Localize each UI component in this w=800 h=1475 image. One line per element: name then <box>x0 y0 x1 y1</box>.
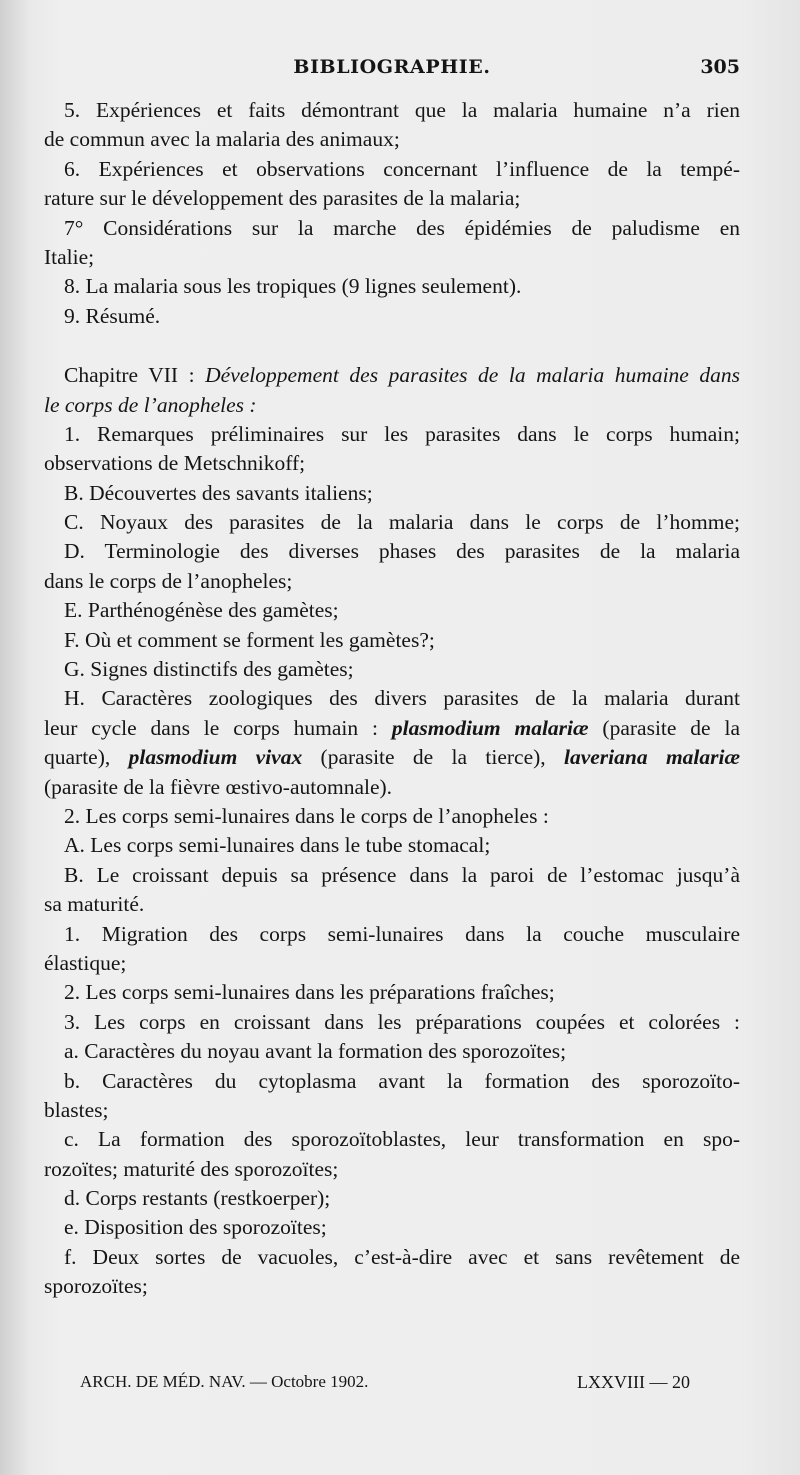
text-line: E. Parthénogénèse des gamètes; <box>64 598 339 623</box>
running-title: BIBLIOGRAPHIE. <box>293 56 491 78</box>
text-line: élastique; <box>44 950 127 975</box>
signature-mark: LXXVIII — 20 <box>577 1372 690 1392</box>
chapter-title: Développement des parasites de la malaria humaine dans <box>205 363 740 388</box>
text-line: 6. Expériences et observations concernant l’influence de la tempé- <box>64 156 740 181</box>
text-line: a. Caractères du noyau avant la formation des sporozoïtes; <box>64 1039 567 1064</box>
text-line-mixed <box>44 714 740 743</box>
text-line: 8. La malaria sous les tropiques (9 lignes seulement). <box>64 274 522 299</box>
page-number: 305 <box>700 56 740 78</box>
text-line: 1. Migration des corps semi-lunaires dans la couche musculaire <box>64 921 740 946</box>
text-line: observations de Metschnikoff; <box>44 451 306 476</box>
chapter-title-end: le corps de l’anopheles : <box>44 392 257 417</box>
text-line: rature sur le développement des parasites de la malaria; <box>44 186 521 211</box>
text-line: D. Terminologie des diverses phases des parasites de la malaria <box>64 539 740 564</box>
text-line: 2. Les corps semi-lunaires dans le corps de l’anopheles : <box>64 803 549 828</box>
text-line: 3. Les corps en croissant dans les préparations coupées et colorées : <box>64 1009 740 1034</box>
text-line: sa maturité. <box>44 892 145 917</box>
text-line: 5. Expériences et faits démontrant que la malaria humaine n’a rien <box>64 98 740 122</box>
text-line: sporozoïtes; <box>44 1274 148 1299</box>
chapter-heading <box>44 361 740 390</box>
text-line: f. Deux sortes de vacuoles, c’est-à-dire avec et sans revêtement de <box>64 1244 740 1269</box>
text-line-mixed <box>44 743 740 772</box>
text-line: d. Corps restants (restkoerper); <box>64 1186 331 1211</box>
text-line: F. Où et comment se forment les gamètes?; <box>64 627 435 652</box>
text-line: 7° Considérations sur la marche des épidémies de paludisme en <box>64 215 740 240</box>
chapter-heading-continued <box>44 391 740 420</box>
species-name: laveriana malariæ <box>564 745 740 770</box>
text-line: H. Caractères zoologiques des divers parasites de la malaria durant <box>64 686 740 711</box>
text-line: 1. Remarques préliminaires sur les parasites dans le corps humain; <box>64 421 740 446</box>
text-line: blastes; <box>44 1097 109 1122</box>
text-line: 9. Résumé. <box>64 303 161 328</box>
text-line: dans le corps de l’anopheles; <box>44 568 293 593</box>
text-line: 2. Les corps semi-lunaires dans les préparations fraîches; <box>64 980 555 1005</box>
text-line: Italie; <box>44 244 95 269</box>
journal-reference: ARCH. DE MÉD. NAV. — Octobre 1902. <box>80 1372 369 1391</box>
chapter-label: Chapitre VII : <box>64 363 206 388</box>
page-footer <box>80 1372 690 1402</box>
text-line: e. Disposition des sporozoïtes; <box>64 1215 327 1240</box>
text-line: c. La formation des sporozoïtoblastes, leur transformation en spo- <box>64 1127 740 1152</box>
text-run: (parasite de la <box>588 715 740 740</box>
text-line: B. Découvertes des savants italiens; <box>64 480 373 505</box>
page-body <box>44 96 740 1302</box>
text-line: b. Caractères du cytoplasma avant la formation des sporozoïto- <box>64 1068 740 1093</box>
text-line: (parasite de la fièvre œstivo-automnale). <box>44 774 393 799</box>
section-gap <box>44 331 740 361</box>
text-run: quarte), <box>44 745 129 770</box>
species-name: plasmodium vivax <box>128 745 303 770</box>
text-line: A. Les corps semi-lunaires dans le tube stomacal; <box>64 833 491 858</box>
text-line: de commun avec la malaria des animaux; <box>44 127 400 152</box>
text-line: G. Signes distinctifs des gamètes; <box>64 657 354 682</box>
species-name: plasmodium malariæ <box>391 715 589 740</box>
text-line: B. Le croissant depuis sa présence dans la paroi de l’estomac jusqu’à <box>64 862 740 887</box>
text-run: (parasite de la tierce), <box>302 745 564 770</box>
text-line: rozoïtes; maturité des sporozoïtes; <box>44 1156 339 1181</box>
running-header <box>44 56 740 86</box>
text-line: C. Noyaux des parasites de la malaria dans le corps de l’homme; <box>64 510 740 535</box>
text-run: leur cycle dans le corps humain : <box>44 715 392 740</box>
